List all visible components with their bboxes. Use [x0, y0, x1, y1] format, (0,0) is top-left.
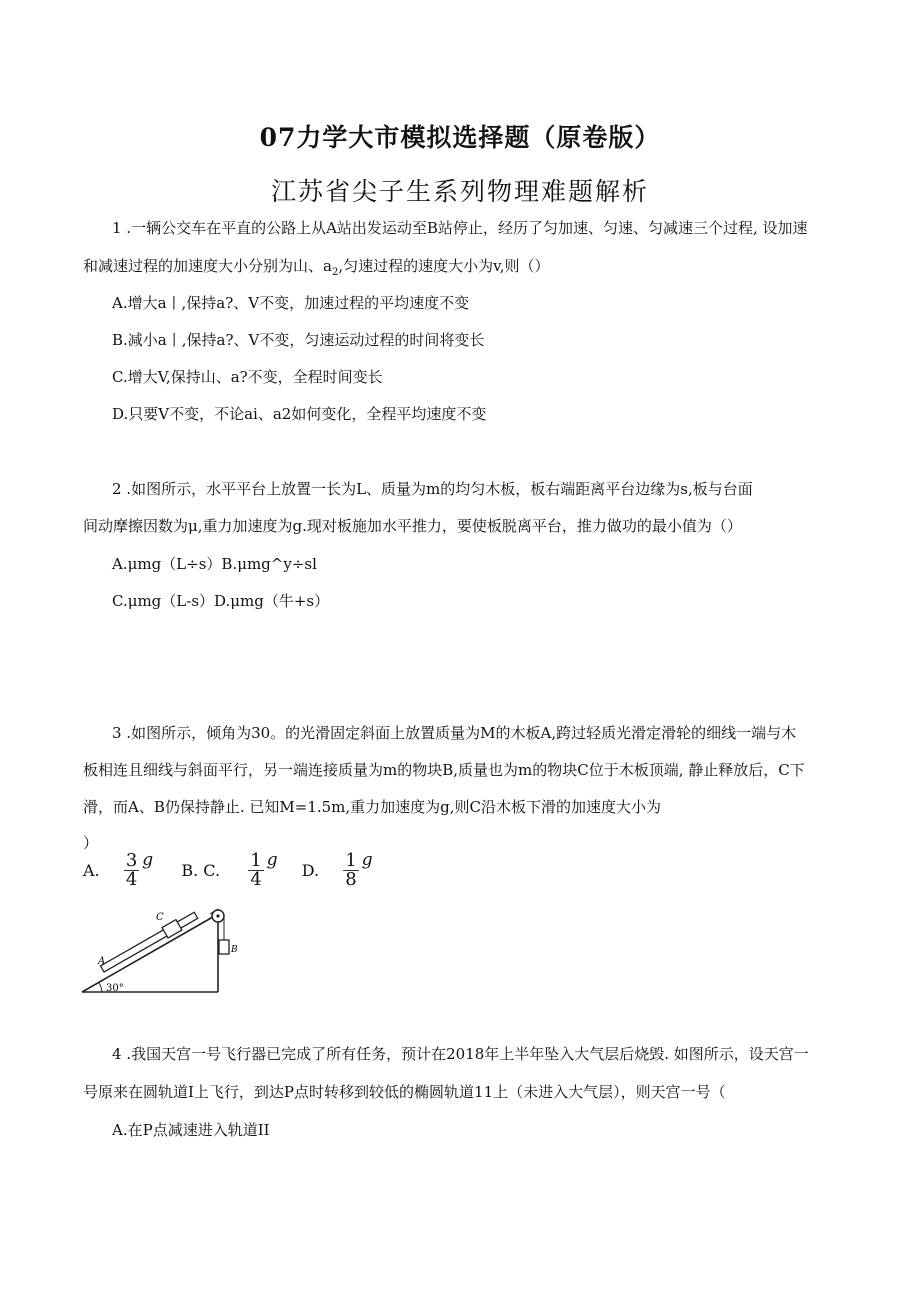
q3-option-a-g: g: [142, 850, 154, 870]
q3-line-1: 3 .如图所示，倾角为30。的光滑固定斜面上放置质量为M的木板A,跨过轻质光滑定滑轮的细线一端与木: [112, 724, 797, 742]
q2-options-ab: A.μmg（L÷s）B.μmg^y÷sl: [112, 555, 317, 573]
q3-option-d-g: g: [361, 850, 373, 870]
q3-option-a-numerator: 3: [125, 850, 138, 871]
q3-option-c-denominator: 4: [250, 869, 262, 890]
q4-line-1: 4 .我国天宫一号飞行器已完成了所有任务，预计在2018年上半年坠入大气层后烧毁. 如图所示，设天宫一: [112, 1045, 809, 1063]
label-b: B: [231, 945, 238, 955]
q3-option-a-fraction: [124, 852, 139, 889]
q1-option-b: B.减小a丨,保持a?、V不变，匀速运动过程的时间将变长: [112, 331, 485, 349]
q4-option-a: A.在P点减速进入轨道II: [112, 1121, 270, 1139]
document-title: 07力学大市模拟选择题（原卷版）: [259, 123, 661, 152]
label-a: A: [98, 956, 106, 967]
q3-line-3: 滑，而A、B仍保持静止. 已知M=1.5m,重力加速度为g,则C沿木板下滑的加速度大小为: [83, 798, 662, 816]
q3-option-d-fraction: [343, 852, 358, 889]
plank-a: [101, 912, 198, 972]
q3-line-2: 板相连且细线与斜面平行，另一端连接质量为m的物块B,质量也为m的物块C位于木板顶端, 静止释放后，C下: [83, 761, 805, 779]
q3-incline-figure: [80, 898, 240, 998]
q4-line-2: 号原来在圆轨道I上飞行，到达P点时转移到较低的椭圆轨道11上（未进入大气层），则天宫一号（: [83, 1083, 726, 1101]
q1-option-c: C.增大V,保持山、a?不变，全程时间变长: [112, 368, 383, 386]
q3-option-a-denominator: 4: [125, 869, 138, 890]
q3-option-d-numerator: 1: [345, 850, 357, 871]
q2-options-cd: C.μmg（L-s）D.μmg（牛+s）: [112, 592, 330, 610]
q2-line-1: 2 .如图所示，水平平台上放置一长为L、质量为m的均匀木板，板右端距离平台边缘为s,板与台面: [112, 480, 753, 498]
q3-option-c-numerator: 1: [250, 850, 262, 871]
document-subtitle: 江苏省尖子生系列物理难题解析: [270, 177, 649, 206]
q3-option-bc-label: B. C.: [181, 861, 221, 880]
label-c: C: [156, 912, 164, 923]
q3-option-d-label: D.: [301, 861, 320, 880]
q3-option-c-fraction: [248, 852, 263, 889]
q1-line-2-b: ,匀速过程的速度大小为v,则（）: [338, 257, 550, 275]
q1-line-2: [83, 256, 550, 283]
block-b: [219, 940, 229, 954]
q3-option-d-denominator: 8: [345, 869, 357, 890]
q1-line-1: 1 .一辆公交车在平直的公路上从A站出发运动至B站停止，经历了匀加速、匀速、匀减速三个过程, 设加速: [112, 219, 808, 237]
pulley-axle: [216, 914, 219, 917]
angle-arc: [99, 983, 102, 992]
label-angle: 30°: [106, 983, 124, 994]
q3-line-4: ）: [83, 834, 99, 852]
q3-fraction-options: [83, 850, 373, 894]
incline-surface: [82, 914, 218, 992]
q1-option-a: A.增大a丨,保持a?、V不变，加速过程的平均速度不变: [112, 294, 470, 312]
q1-line-2-a: 和减速过程的加速度大小分别为山、a: [83, 257, 332, 275]
q3-option-a-label: A.: [83, 861, 100, 880]
q2-line-2: 间动摩擦因数为μ,重力加速度为g.现对板施加水平推力，要使板脱离平台，推力做功的最小值为（）: [83, 517, 742, 535]
q1-option-d: D.只要V不变，不论ai、a2如何变化，全程平均速度不变: [112, 405, 487, 423]
q3-option-c-g: g: [266, 850, 278, 870]
q1-line-2-sub: 2: [331, 267, 339, 278]
